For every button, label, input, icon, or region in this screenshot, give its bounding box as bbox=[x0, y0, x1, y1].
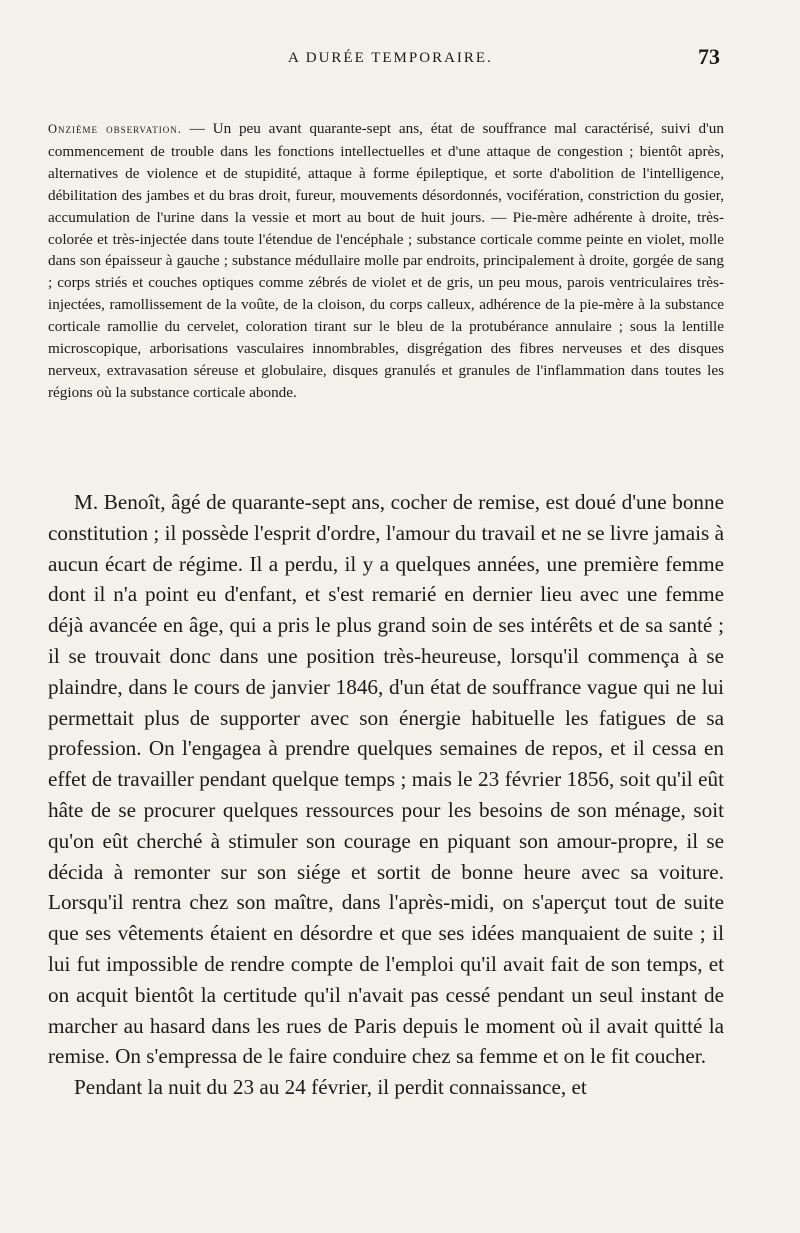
page-number: 73 bbox=[698, 44, 720, 69]
main-text bbox=[48, 487, 724, 1103]
paragraph: M. Benoît, âgé de quarante-sept ans, cocher de remise, est doué d'une bonne constitution ; il possède l'esprit d'ordre, l'amour du travail et ne se livre jamais à aucun écart de régime. Il a perdu, il y a quelques années, une première femme dont il n'a point eu d'enfant, et s'est remarié en dernier lieu avec une femme déjà avancée en âge, qui a pris le plus grand soin de ses intérêts et de sa santé ; il se trouvait donc dans une position très-heureuse, lorsqu'il commença à se plaindre, dans le cours de janvier 1846, d'un état de souffrance vague qui ne lui permettait plus de supporter avec son énergie habituelle les fatigues de sa profession. On l'engagea à prendre quelques semaines de repos, et il cessa en effet de travailler pendant quelque temps ; mais le 23 février 1856, soit qu'il eût hâte de se procurer quelques ressources pour les besoins de son ménage, soit qu'on eût cherché à stimuler son courage en piquant son amour-propre, il se décida à remonter sur son siége et sortit de bonne heure avec sa voiture. Lorsqu'il rentra chez son maître, dans l'après-midi, on s'aperçut tout de suite que ses vêtements étaient en désordre et que ses idées manquaient de suite ; il lui fut impossible de rendre compte de l'emploi qu'il avait fait de son temps, et on acquit bientôt la certitude qu'il n'avait pas cessé pendant un seul instant de marcher au hasard dans les rues de Paris depuis le moment où il avait quitté la remise. On s'empressa de le faire conduire chez sa femme et on le fit coucher. bbox=[48, 490, 724, 1069]
observation-label: Onzième observation. bbox=[48, 122, 182, 136]
page-header bbox=[48, 44, 720, 78]
observation-summary bbox=[48, 118, 724, 404]
running-head: A DURÉE TEMPORAIRE. bbox=[288, 50, 493, 66]
paragraph: Pendant la nuit du 23 au 24 février, il perdit connaissance, et bbox=[74, 1075, 587, 1100]
observation-text: — Un peu avant quarante-sept ans, état de souffrance mal caractérisé, suivi d'un commencement de trouble dans les fonctions intellectuelles et d'une attaque de congestion ; bientôt après, alternatives de violence et de stupidité, attaque à forme épileptique, et sorte d'abolition de l'intelligence, débilitation des jambes et du bras droit, fureur, mouvements désordonnés, vocifération, constriction du gosier, accumulation de l'urine dans la vessie et mort au bout de huit jours. — Pie-mère adhérente à droite, très-colorée et très-injectée dans toute l'étendue de l'encéphale ; substance corticale comme peinte en violet, molle dans son épaisseur à gauche ; substance médullaire molle par endroits, principalement à droite, gorgée de sang ; corps striés et couches optiques comme zébrés de violet et de gris, un peu mous, parois ventriculaires très-injectées, ramollissement de la voûte, de la cloison, du corps calleux, adhérence de la pie-mère à la substance corticale ramollie du cervelet, coloration tirant sur le bleu de la protubérance annulaire ; sous la lentille microscopique, arborisations vasculaires innombrables, disgrégation des fibres nerveuses et des disques nerveux, extravasation séreuse et globulaire, disques granulés et granules de l'inflammation dans toutes les régions où la substance corticale abonde. bbox=[48, 120, 724, 401]
